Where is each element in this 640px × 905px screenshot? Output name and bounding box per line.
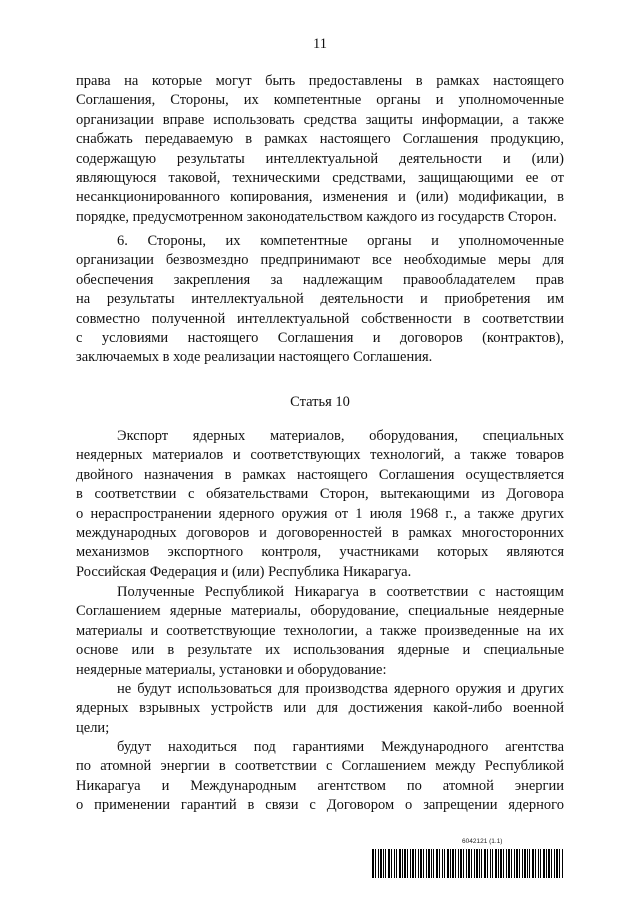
text-line: организации вправе использовать средства защиты информации, а также xyxy=(76,111,564,128)
text-line: международных договоров и договоренностей в рамках многосторонних xyxy=(76,525,564,542)
text-line: будут находиться под гарантиями Международного агентства xyxy=(117,739,564,755)
text-line: Российская Федерация и (или) Республика Никарагуа. xyxy=(76,563,412,580)
text-line: в соответствии с обязательствами Сторон, вытекающими из Договора xyxy=(76,486,564,503)
text-line: заключаемых в ходе реализации настоящего Соглашения. xyxy=(76,349,433,366)
text-line: по атомной энергии в соответствии с Соглашением между Республикой xyxy=(76,758,564,775)
text-line: основе или в результате их использования ядерные и специальные xyxy=(76,642,564,659)
text-line: не будут использоваться для производства ядерного оружия и других xyxy=(117,681,564,697)
text-line: Экспорт ядерных материалов, оборудования, специальных xyxy=(117,428,564,444)
paragraph xyxy=(76,72,564,227)
paragraph xyxy=(76,427,564,582)
text-line: материалы и соответствующие технологии, а также произведенные на их xyxy=(76,622,564,639)
barcode xyxy=(372,849,563,878)
text-line: Соглашения, Стороны, их компетентные органы и уполномоченные xyxy=(76,92,564,109)
text-line: снабжать передаваемую в рамках настоящего Соглашения продукцию, xyxy=(76,131,564,148)
text-line: Никарагуа и Международным агентством по атомной энергии xyxy=(76,777,564,794)
paragraph xyxy=(76,583,564,680)
text-line: о применении гарантий в связи с Договором о запрещении ядерного xyxy=(76,797,564,814)
text-line: порядке, предусмотренном законодательством каждого из государств Сторон. xyxy=(76,208,557,225)
document-code: 6042121 (1.1) xyxy=(462,838,503,845)
text-line: Полученные Республикой Никарагуа в соответствии с настоящим xyxy=(117,584,564,600)
text-line: несанкционированного копирования, изменения и (или) модификации, в xyxy=(76,189,564,206)
text-line: являющуюся таковой, техническими средствами, защищающими ее от xyxy=(76,170,564,187)
text-line: о нераспространении ядерного оружия от 1 июля 1968 г., а также других xyxy=(76,505,564,522)
text-line: 6. Стороны, их компетентные органы и уполномоченные xyxy=(117,233,564,249)
paragraph xyxy=(76,738,564,816)
text-line: неядерные материалы, установки и оборудование: xyxy=(76,661,387,678)
text-line: содержащую результаты интеллектуальной деятельности и (или) xyxy=(76,150,564,167)
text-line: Соглашением ядерные материалы, оборудование, специальные неядерные xyxy=(76,603,564,620)
paragraph xyxy=(76,680,564,738)
paragraph xyxy=(76,232,564,368)
text-line: совместно полученной интеллектуальной собственности в соответствии xyxy=(76,310,564,327)
text-line: двойного назначения в рамках настоящего Соглашения осуществляется xyxy=(76,466,564,483)
text-line: с условиями настоящего Соглашения и договоров (контрактов), xyxy=(76,330,564,347)
text-line: обеспечения закрепления за надлежащим правообладателем прав xyxy=(76,271,564,288)
text-line: неядерных материалов и соответствующих технологий, а также товаров xyxy=(76,447,564,464)
text-line: механизмов экспортного контроля, участниками которых являются xyxy=(76,544,564,561)
text-line: организации безвозмездно предпринимают все необходимые меры для xyxy=(76,252,564,269)
text-line: цели; xyxy=(76,719,110,736)
text-line: права на которые могут быть предоставлены в рамках настоящего xyxy=(76,73,564,89)
text-line: на результаты интеллектуальной деятельности и приобретения им xyxy=(76,291,564,308)
article-heading: Статья 10 xyxy=(290,394,350,410)
text-line: ядерных взрывных устройств или для достижения какой-либо военной xyxy=(76,700,564,717)
page-number: 11 xyxy=(313,36,327,52)
